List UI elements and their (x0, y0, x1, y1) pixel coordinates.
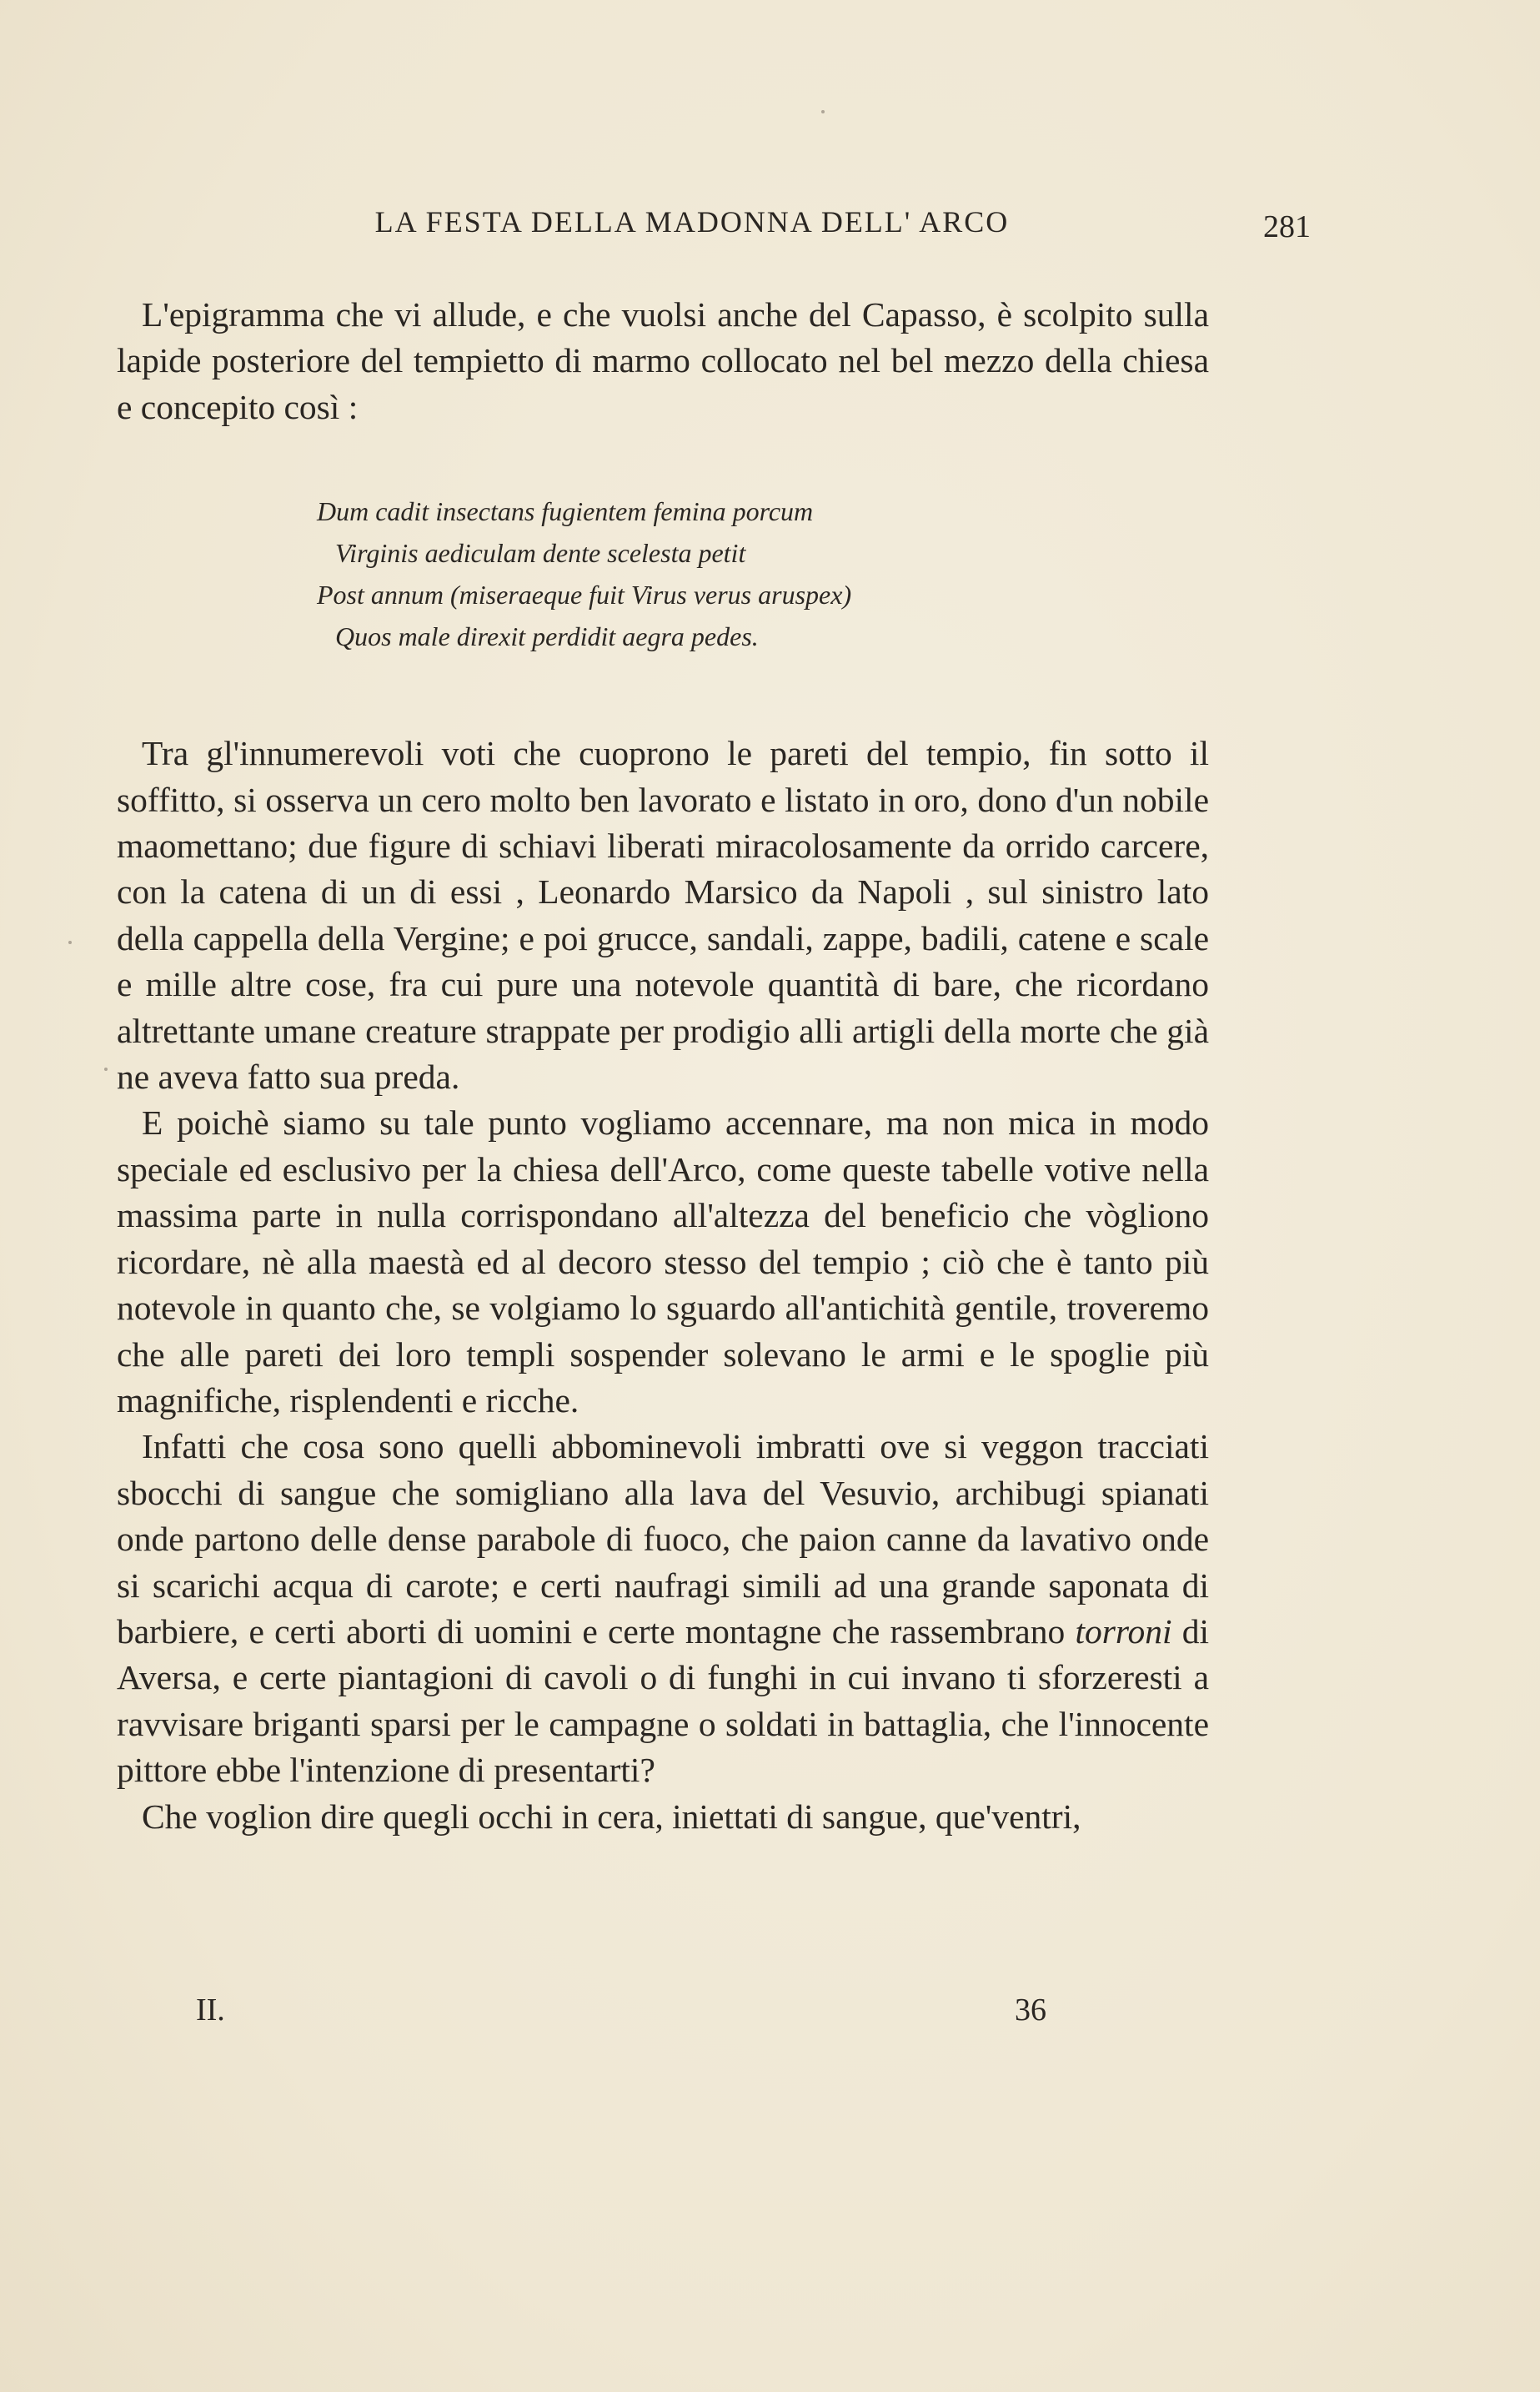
body-text (117, 292, 1209, 1840)
epigram-line-2: Virginis aediculam dente scelesta petit (335, 538, 746, 569)
italic-word-torroni: torroni (1075, 1611, 1172, 1651)
paragraph-1: L'epigramma che vi allude, e che vuolsi anche del Capasso, è scolpito sulla lapide posteriore del tempietto di marmo collocato nel bel mezzo della chiesa e concepito così : (117, 295, 1209, 426)
paragraph-3: E poichè siamo su tale punto vogliamo accennare, ma non mica in modo speciale ed esclusivo per la chiesa dell'Arco, come queste tabelle votive nella massima parte in nulla corrispondano all'altezza del beneficio che vògliono ricordare, nè alla maestà ed al decoro stesso del tempio ; ciò che è tanto più notevole in quanto che, se volgiamo lo sguardo all'antichità gentile, troveremo che alle pareti dei loro templi sospender solevano le armi e le spoglie più magnifiche, risplendenti e ricche. (117, 1103, 1209, 1420)
paragraph-2: Tra gl'innumerevoli voti che cuoprono le pareti del tempio, fin sotto il soffitto, si osserva un cero molto ben lavorato e listato in oro, dono d'un nobile maomettano; due figure di schiavi liberati miracolosamente da orrido carcere, con la catena di un di essi , Leonardo Marsico da Napoli , sul sinistro lato della cappella della Vergine; e poi grucce, sandali, zappe, badili, catene e scale e mille altre cose, fra cui pure una notevole quantità di bare, che ricordano altrettante umane creature strappate per prodigio alli artigli della morte che già ne aveva fatto sua preda. (117, 734, 1209, 1097)
latin-epigram (317, 490, 1209, 657)
paragraph-4 (117, 1424, 1209, 1793)
paragraph-5: Che voglion dire quegli occhi in cera, iniettati di sangue, que'ventri, (142, 1797, 1081, 1836)
paper-speck (68, 941, 72, 944)
paper-speck (821, 110, 825, 113)
epigram-line-1: Dum cadit insectans fugientem femina porcum (317, 496, 814, 527)
page-number: 281 (1263, 209, 1311, 244)
volume-number: II. (196, 1992, 225, 2028)
signature-mark: 36 (1015, 1992, 1046, 2028)
epigram-line-4: Quos male direxit perdidit aegra pedes. (335, 621, 759, 652)
paragraph-4-tail: di Aversa, e certe piantagioni di cavoli o di funghi in cui invano ti sforzeresti a ravvisare briganti sparsi per le campagne o soldati in battaglia, che l'innocente pittore ebbe l'intenzione di presentarti? (117, 1611, 1210, 1790)
running-title: LA FESTA DELLA MADONNA DELL' ARCO (374, 205, 1010, 239)
paper-speck (104, 1068, 108, 1071)
epigram-line-3: Post annum (miseraeque fuit Virus verus aruspex) (317, 580, 852, 611)
paragraph-4-text: Infatti che cosa sono quelli abbominevoli imbratti ove si veggon tracciati sbocchi di sangue che somigliano alla lava del Vesuvio, archibugi spianati onde partono delle dense parabole di fuoco, che paion canne da lavativo onde si scarichi acqua di carote; e certi naufragi simili ad una grande saponata di barbiere, e certi aborti di uomini e certe montagne che rassembrano (117, 1427, 1209, 1651)
